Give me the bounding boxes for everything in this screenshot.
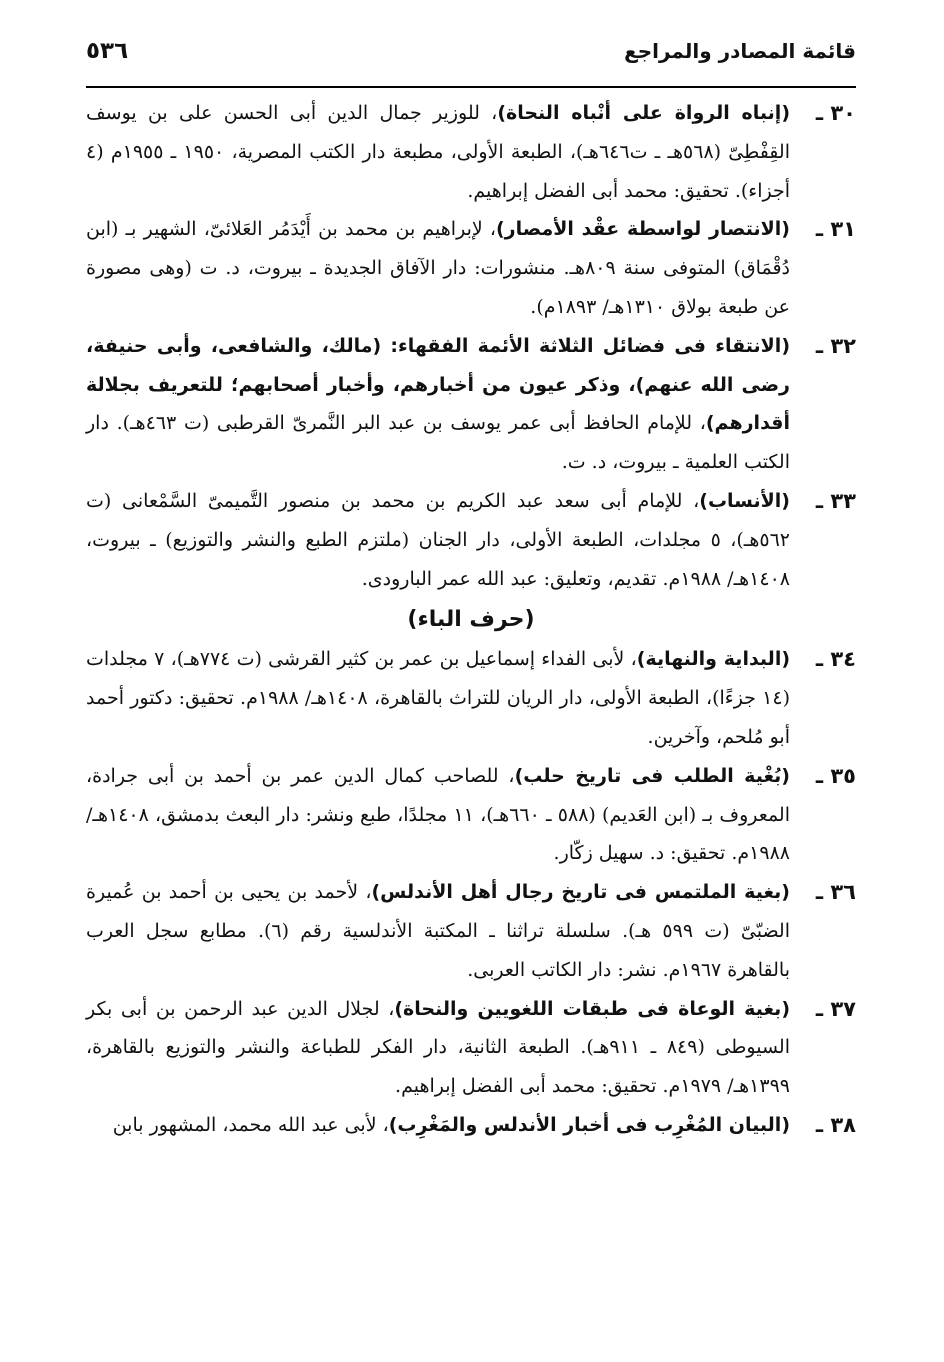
entry-number: ٣٥ ـ: [815, 763, 856, 788]
entry-body: ، للإمام الحافظ أبى عمر يوسف بن عبد البر النَّمرىّ القرطبى (ت ٤٦٣هـ). دار الكتب العلمية ـ بيروت، د. ت.: [86, 412, 790, 474]
entry-title: (الأنساب): [699, 489, 790, 512]
entry-number: ٣٠ ـ: [815, 101, 856, 125]
entry-title: (إنباه الرواة على أنْباه النحاة): [497, 102, 790, 124]
section-heading: (حرف الباء): [407, 607, 535, 633]
entry-body: ، لأحمد بن يحيى بن أحمد بن عُميرة الضبّىّ (ت ٥٩٩ هـ). سلسلة تراثنا ـ المكتبة الأندلسية رقم (٦). مطابع سجل العرب بالقاهرة ١٩٦٧م. نشر: دار الكاتب العربى.: [86, 881, 790, 981]
entry-body: ، للإمام أبى سعد عبد الكريم بن محمد بن منصور التَّميمىّ السَّمْعانى (ت ٥٦٢هـ)، ٥ مجلدات، الطبعة الأولى، دار الجنان (ملتزم الطبع والنشر والتوزيع) ـ بيروت، ١٤٠٨هـ/ ١٩٨٨م. تقديم، وتعليق: عبد الله عمر البارودى.: [86, 489, 791, 590]
entry-title: (البيان المُغْرِب فى أخبار الأندلس والمَغْرِب): [388, 1113, 790, 1136]
entry-number: ٣١ ـ: [815, 217, 856, 242]
bibliography-entry-38: [86, 1106, 856, 1145]
entry-number: ٣٤ ـ: [815, 647, 856, 672]
bibliography-entry-37: [86, 990, 856, 1106]
entry-number: ٣٦ ـ: [815, 880, 856, 905]
entry-body: ، للوزير جمال الدين أبى الحسن على بن يوسف القِفْطِىّ (٥٦٨هـ ـ ت٦٤٦هـ)، الطبعة الأولى، مطبعة دار الكتب المصرية، ١٩٥٠ ـ ١٩٥٥م (٤ أجزاء). تحقيق: محمد أبى الفضل إبراهيم.: [86, 102, 790, 202]
page-number: ٥٣٦: [86, 38, 129, 64]
entry-number: ٣٢ ـ: [815, 333, 856, 358]
entry-title: (بُغْية الطلب فى تاريخ حلب): [514, 764, 790, 787]
bibliography-entry-33: [86, 482, 856, 598]
entry-body: ، للصاحب كمال الدين عمر بن أحمد بن أبى جرادة، المعروف بـ (ابن العَديم) (٥٨٨ ـ ٦٦٠هـ)، ١١ مجلدًا، طبع ونشر: دار البعث بدمشق، ١٤٠٨هـ/ ١٩٨٨م. تحقيق: د. سهيل زكّار.: [86, 764, 790, 865]
bibliography-entry-30: [86, 94, 856, 210]
running-title: قائمة المصادر والمراجع: [624, 39, 856, 63]
entry-body: ، لأبى الفداء إسماعيل بن عمر بن كثير القرشى (ت ٧٧٤هـ)، ٧ مجلدات (١٤ جزءًا)، الطبعة الأولى، دار الريان للتراث بالقاهرة، ١٤٠٨هـ/ ١٩٨٨م. تحقيق: دكتور أحمد أبو مُلحم، وآخرين.: [86, 648, 791, 748]
entry-body: ، لجلال الدين عبد الرحمن بن أبى بكر السيوطى (٨٤٩ ـ ٩١١هـ). الطبعة الثانية، دار الفكر للطباعة والنشر والتوزيع بالقاهرة، ١٣٩٩هـ/ ١٩٧٩م. تحقيق: محمد أبى الفضل إبراهيم.: [86, 997, 790, 1098]
entry-title: (الانتقاء فى فضائل الثلاثة الأئمة الفقهاء: (مالك، والشافعى، وأبى حنيفة، رضى الله عنهم)، وذكر عيون من أخبارهم، وأخبار أصحابهم؛ للتعريف بجلالة أقدارهم): [86, 334, 790, 435]
book-page: [86, 38, 856, 1145]
bibliography-entry-36: [86, 873, 856, 989]
page-header: [86, 38, 856, 88]
entry-title: (بغية الملتمس فى تاريخ رجال أهل الأندلس): [371, 881, 790, 904]
entry-title: (الانتصار لواسطة عقْد الأمصار): [495, 218, 790, 241]
entry-number: ٣٨ ـ: [815, 1112, 856, 1137]
bibliography-entry-35: [86, 757, 856, 873]
entry-title: (بغية الوعاة فى طبقات اللغويين والنحاة): [394, 997, 791, 1020]
bibliography-list: [86, 94, 856, 1145]
entry-body: ، لإبراهيم بن محمد بن أَيْدَمُر العَلائىّ، الشهير بـ (ابن دُقْمَاق) المتوفى سنة ٨٠٩هـ. منشورات: دار الآفاق الجديدة ـ بيروت، د. ت (وهى مصورة عن طبعة بولاق ١٣١٠هـ/ ١٨٩٣م).: [86, 218, 790, 318]
bibliography-entry-31: [86, 210, 856, 326]
entry-number: ٣٧ ـ: [815, 996, 856, 1021]
bibliography-entry-34: [86, 640, 856, 756]
entry-body: ، لأبى عبد الله محمد، المشهور بابن: [112, 1113, 389, 1136]
entry-number: ٣٣ ـ: [815, 488, 856, 513]
entry-title: (البداية والنهاية): [636, 648, 791, 671]
bibliography-entry-32: [86, 327, 856, 482]
